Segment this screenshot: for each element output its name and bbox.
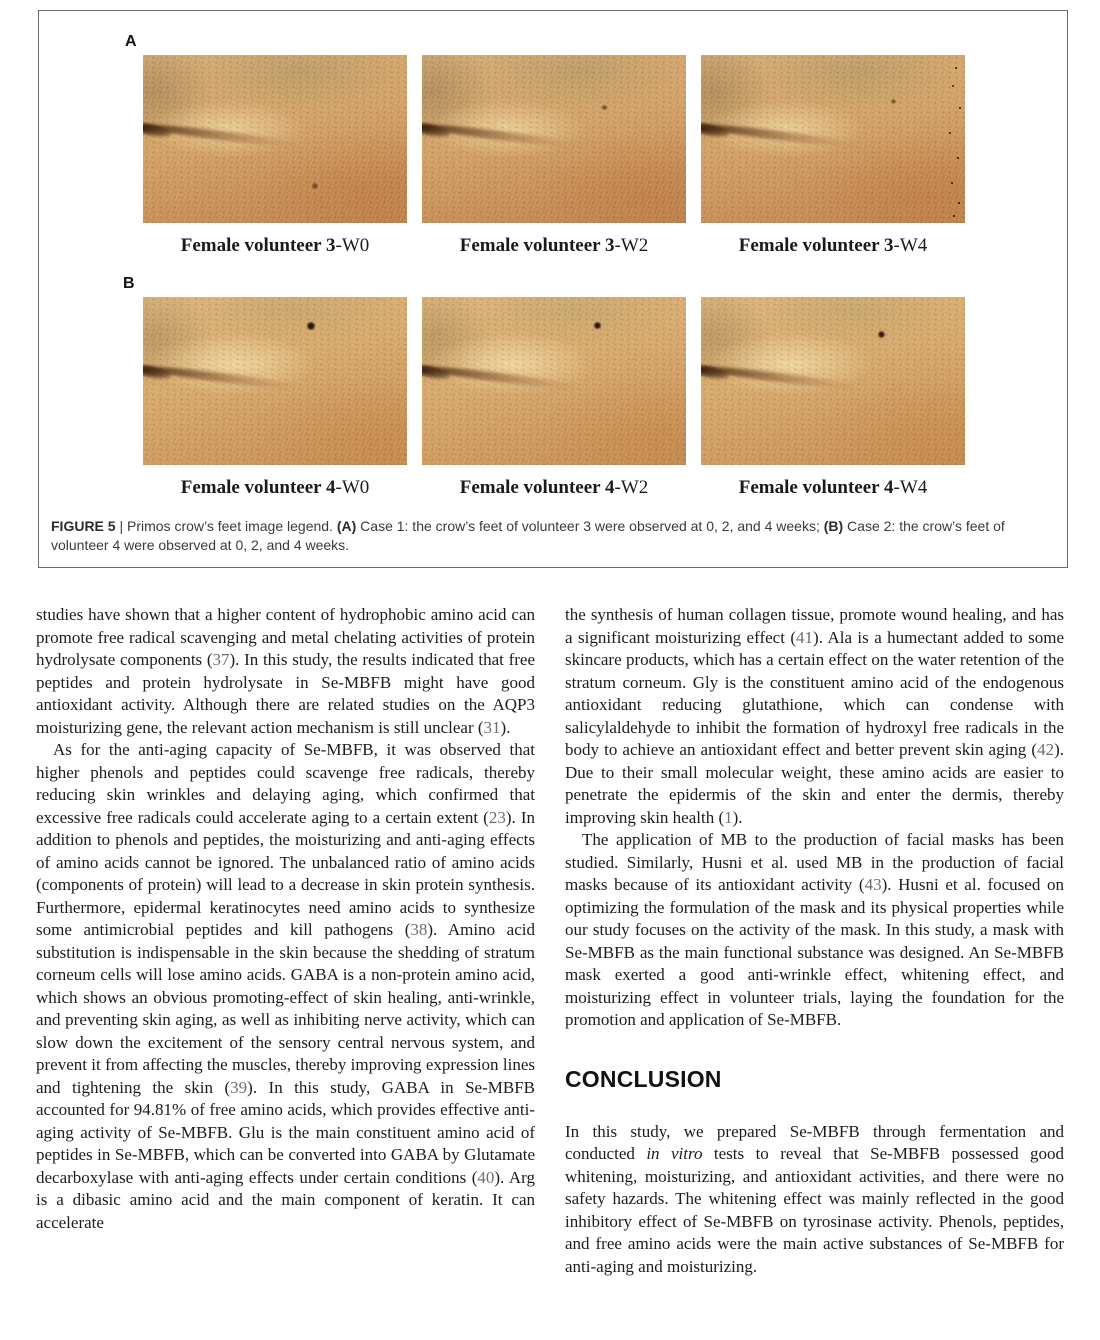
- skin-photo-volunteer3-w4: [701, 55, 965, 223]
- skin-spot: [602, 105, 607, 110]
- photo-caption-week: -W0: [335, 477, 370, 498]
- paragraph: the synthesis of human collagen tissue, promote wound healing, and has a significant moisturizing effect (41). Ala is a humectant added to some skincare products, which has a certain effect on the water retention of the stratum corneum. Gly is the constituent amino acid of the endogenous antioxidant reducing glutathione, which can condense with salicylaldehyde to inhibit the formation of hydroxyl free radicals in the body to achieve an antioxidant effect and better prevent skin aging (42). Due to their small molecular weight, these amino acids are easier to penetrate the epidermis of the skin and enter the dermis, thereby improving skin health (1).: [565, 605, 1064, 827]
- photo-cell: [701, 55, 965, 257]
- paragraph: As for the anti-aging capacity of Se-MBFB, it was observed that higher phenols and peptides could scavenge free radicals, thereby reducing skin wrinkles and delaying aging, which confirmed that excessive free radicals could accelerate aging to a certain extent (23). In addition to phenols and peptides, the moisturizing and anti-aging effects of amino acids cannot be ignored. The unbalanced ratio of amino acids (components of protein) will lead to a decrease in skin protein synthesis. Furthermore, epidermal keratinocytes need amino acids to synthesize some antimicrobial peptides and kill pathogens (38). Amino acid substitution is indispensable in the skin because the shedding of stratum corneum cells will lose amino acids. GABA is a non-protein amino acid, which shows an obvious promoting-effect of skin healing, anti-wrinkle, and preventing skin aging, as well as inhibiting nerve activity, which can slow down the excitement of the sensory central nervous system, and prevent it from affecting the muscles, thereby improving expression lines and tightening the skin (39). In this study, GABA in Se-MBFB accounted for 94.81% of free amino acids, which provides effective anti-aging activity of Se-MBFB. Glu is the main constituent amino acid of peptides in Se-MBFB, which can be converted into GABA by Glutamate decarboxylase with anti-aging effects under certain conditions (40). Arg is a dibasic amino acid and the main component of keratin. It can accelerate: [36, 740, 535, 1232]
- skin-mole: [594, 322, 601, 329]
- photo-caption-week: -W4: [893, 235, 928, 256]
- photo-caption: [181, 235, 370, 257]
- skin-mole: [307, 322, 315, 330]
- photo-caption-bold: Female volunteer 3: [180, 235, 336, 256]
- paragraph: studies have shown that a higher content of hydrophobic amino acid can promote free radical scavenging and metal chelating activities of protein hydrolysate components (37). In this study, the results indicated that free peptides and protein hydrolysate in Se-MBFB might have good antioxidant activity. Although there are related studies on the AQP3 moisturizing gene, the relevant action mechanism is still unclear (31).: [36, 605, 535, 737]
- skin-photo-volunteer3-w0: [143, 55, 407, 223]
- skin-spot: [891, 99, 896, 104]
- photo-cell: [143, 55, 407, 257]
- photo-caption: [460, 235, 649, 257]
- photo-caption: [181, 477, 370, 499]
- photo-caption-week: -W2: [614, 477, 649, 498]
- article-body: [36, 604, 1064, 1278]
- skin-photo-volunteer4-w2: [422, 297, 686, 465]
- panel-b-label: B: [123, 275, 135, 292]
- right-column: [565, 604, 1064, 1278]
- panel-a-label: A: [125, 33, 137, 50]
- photo-caption-bold: Female volunteer 4: [459, 477, 615, 498]
- paragraph: In this study, we prepared Se-MBFB through fermentation and conducted in vitro tests to reveal that Se-MBFB possessed good whitening, moisturizing, and antioxidant activities, and there were no safety hazards. The whitening effect was mainly reflected in the good inhibitory effect of Se-MBFB on tyrosinase activity. Phenols, peptides, and free amino acids were the main active substances of Se-MBFB for anti-aging and moisturizing.: [565, 1121, 1065, 1276]
- photo-caption-week: -W2: [614, 235, 649, 256]
- photo-row-b: [143, 297, 965, 499]
- photo-cell: [422, 297, 686, 499]
- paragraph: The application of MB to the production of facial masks has been studied. Similarly, Husni et al. used MB in the production of facial masks because of its antioxidant activity (43). Husni et al. focused on optimizing the formulation of the mask and its physical properties while our study focuses on the activity of the mask. In this study, a mask with Se-MBFB as the main functional substance was designed. An Se-MBFB mask exerted a good anti-wrinkle effect, whitening effect, and moisturizing effect in volunteer trials, laying the foundation for the promotion and application of Se-MBFB.: [565, 830, 1064, 1029]
- skin-spot: [312, 183, 318, 189]
- photo-caption-bold: Female volunteer 4: [180, 477, 336, 498]
- skin-photo-volunteer4-w0: [143, 297, 407, 465]
- photo-caption-week: -W4: [893, 477, 928, 498]
- skin-mole: [878, 331, 885, 338]
- figure-caption: FIGURE 5 | Primos crow’s feet image legend. (A) Case 1: the crow’s feet of volunteer 3 were observed at 0, 2, and 4 weeks; (B) Case 2: the crow’s feet of volunteer 4 were observed at 0, 2, and 4 weeks.: [51, 518, 1005, 553]
- skin-photo-volunteer4-w4: [701, 297, 965, 465]
- photo-caption: [460, 477, 649, 499]
- photo-cell: [701, 297, 965, 499]
- photo-row-a: [143, 55, 965, 257]
- photo-caption-bold: Female volunteer 3: [459, 235, 615, 256]
- photo-cell: [422, 55, 686, 257]
- left-column: [36, 604, 535, 1278]
- photo-caption: [739, 235, 928, 257]
- figure-5-box: [38, 10, 1068, 568]
- photo-caption: [739, 477, 928, 499]
- skin-specks: [955, 67, 957, 69]
- photo-caption-week: -W0: [335, 235, 370, 256]
- photo-caption-bold: Female volunteer 3: [738, 235, 894, 256]
- photo-cell: [143, 297, 407, 499]
- conclusion-heading: CONCLUSION: [565, 1065, 722, 1092]
- skin-photo-volunteer3-w2: [422, 55, 686, 223]
- photo-caption-bold: Female volunteer 4: [738, 477, 894, 498]
